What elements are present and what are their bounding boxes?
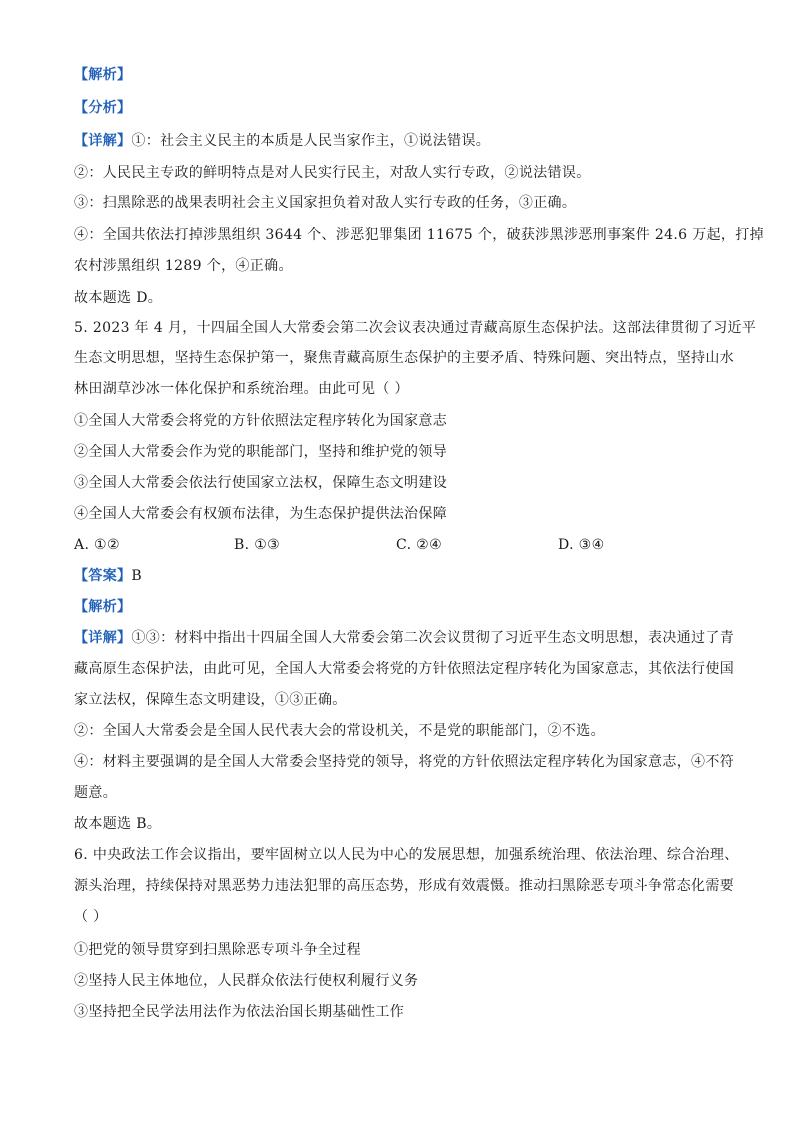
question-6-stem: （ ） (74, 909, 108, 925)
detail-line: 题意。 (74, 785, 118, 801)
analysis-heading: 【解析】 (74, 67, 132, 83)
statement-item: ③全国人大常委会依法行使国家立法权，保障生态文明建设 (74, 475, 448, 491)
choice-c: C. ②④ (396, 537, 442, 553)
detail-tag: 【详解】 (74, 133, 132, 149)
statement-item: ②全国人大常委会作为党的职能部门，坚持和维护党的领导 (74, 444, 448, 460)
answer-value: B (131, 568, 143, 584)
question-5-stem: 5. 2023 年 4 月，十四届全国人大常委会第二次会议表决通过青藏高原生态保护法。这部法律贯彻了习近平 (74, 320, 757, 336)
detail-line: ③：扫黑除恶的战果表明社会主义国家担负着对敌人实行专政的任务，③正确。 (74, 195, 577, 211)
question-6-stem: 源头治理，持续保持对黑恶势力违法犯罪的高压态势，形成有效震慑。推动扫黑除恶专项斗争常态化需要 (74, 878, 735, 894)
answer-line (74, 566, 734, 586)
detail-line: ②：全国人大常委会是全国人民代表大会的常设机关，不是党的职能部门，②不选。 (74, 723, 605, 739)
statement-item: ③坚持把全民学法用法作为依法治国长期基础性工作 (74, 1004, 405, 1020)
answer-tag: 【答案】 (74, 568, 132, 584)
detail-line: ④：材料主要强调的是全国人大常委会坚持党的领导，将党的方针依照法定程序转化为国家意志，④不符 (74, 754, 735, 770)
fenxi-heading: 【分析】 (74, 100, 132, 116)
choice-a: A. ①② (74, 537, 120, 553)
detail-line: ②：人民民主专政的鲜明特点是对人民实行民主，对敌人实行专政，②说法错误。 (74, 165, 591, 181)
question-5-stem: 林田湖草沙冰一体化保护和系统治理。由此可见（ ） (74, 381, 409, 397)
detail-line (74, 131, 734, 151)
detail-line: 农村涉黑组织 1289 个，④正确。 (74, 258, 293, 274)
detail-line: 家立法权，保障生态文明建设，①③正确。 (74, 692, 347, 708)
statement-item: ①全国人大常委会将党的方针依照法定程序转化为国家意志 (74, 413, 448, 429)
analysis-heading: 【解析】 (74, 599, 132, 615)
detail-text: ①：社会主义民主的本质是人民当家作主，①说法错误。 (131, 133, 491, 149)
question-5-stem: 生态文明思想，坚持生态保护第一，聚焦青藏高原生态保护的主要矛盾、特殊问题、突出特点，坚持山水 (74, 350, 735, 366)
detail-text: ①③：材料中指出十四届全国人大常委会第二次会议贯彻了习近平生态文明思想，表决通过了青 (131, 630, 735, 646)
question-6-stem: 6. 中央政法工作会议指出，要牢固树立以人民为中心的发展思想，加强系统治理、依法治理、综合治理、 (74, 847, 739, 863)
detail-tag: 【详解】 (74, 630, 132, 646)
detail-line (74, 628, 734, 648)
detail-line: ④：全国共依法打掉涉黑组织 3644 个、涉恶犯罪集团 11675 个，破获涉黑涉恶刑事案件 24.6 万起，打掉 (74, 227, 764, 243)
conclusion: 故本题选 B。 (74, 816, 162, 832)
choice-d: D. ③④ (558, 537, 605, 553)
conclusion: 故本题选 D。 (74, 290, 163, 306)
statement-item: ①把党的领导贯穿到扫黑除恶专项斗争全过程 (74, 942, 361, 958)
choices-row (74, 535, 734, 555)
statement-item: ④全国人大常委会有权颁布法律，为生态保护提供法治保障 (74, 506, 448, 522)
statement-item: ②坚持人民主体地位，人民群众依法行使权利履行义务 (74, 973, 419, 989)
detail-line: 藏高原生态保护法，由此可见，全国人大常委会将党的方针依照法定程序转化为国家意志，其依法行使国 (74, 661, 735, 677)
choice-b: B. ①③ (234, 537, 281, 553)
